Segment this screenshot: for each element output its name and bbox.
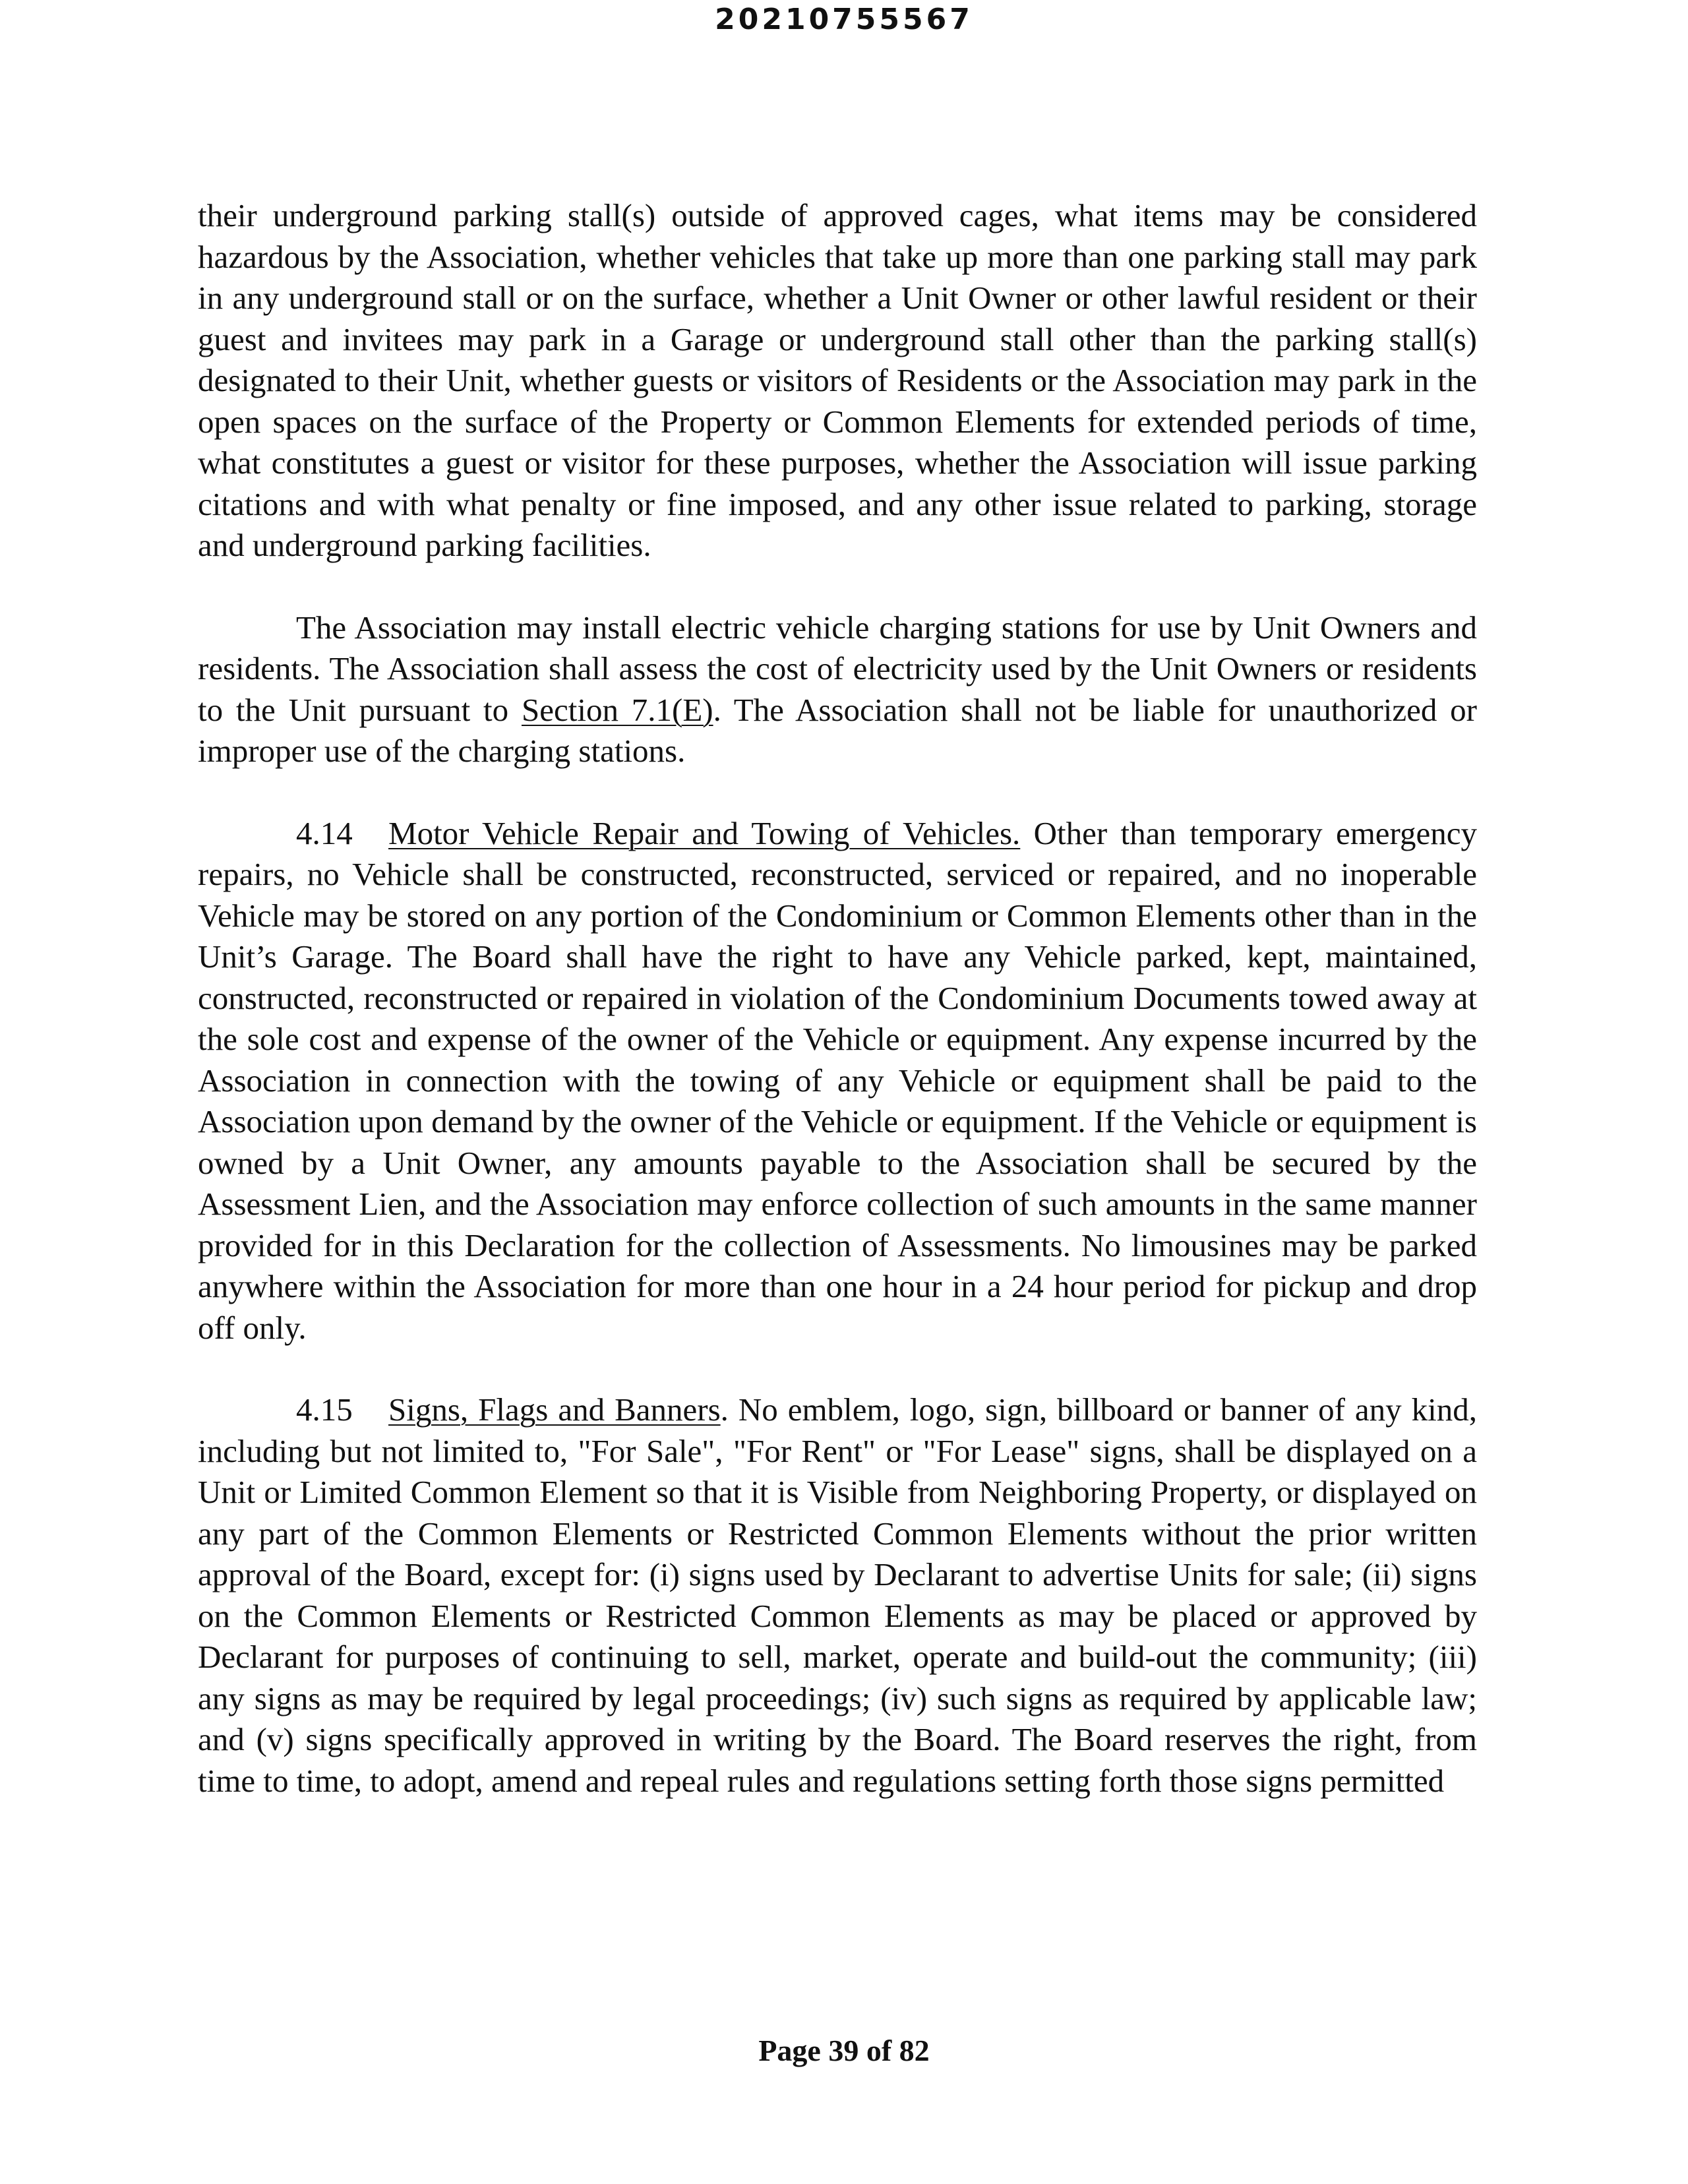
section-4-15 xyxy=(198,1389,1477,1802)
section-4-14 xyxy=(198,813,1477,1349)
paragraph-parking-continued: their underground parking stall(s) outside of approved cages, what items may be considered hazardous by the Association, whether vehicles that take up more than one parking stall may park in any underground stall or on the surface, whether a Unit Owner or other lawful resident or their guest and invitees may park in a Garage or underground stall other than the parking stall(s) designated to their Unit, whether guests or visitors of Residents or the Association may park in the open spaces on the surface of the Property or Common Elements for extended periods of time, what constitutes a guest or visitor for these purposes, whether the Association will issue parking citations and with what penalty or fine imposed, and any other issue related to parking, storage and underground parking facilities. xyxy=(198,197,1477,563)
document-body xyxy=(198,195,1477,1842)
section-title: Motor Vehicle Repair and Towing of Vehicles. xyxy=(388,814,1021,851)
charging-text-start: The Association may install electric vehicle charging stations for use by Unit Owners and residents. The Association shall assess the cost of electricity used by the Unit Owners or residents to the Unit pursuant to xyxy=(198,609,1477,728)
section-number: 4.15 xyxy=(296,1391,353,1428)
section-body: Other than temporary emergency repairs, no Vehicle shall be constructed, reconstructed, serviced or repaired, and no inoperable Vehicle may be stored on any portion of the Condominium or Common Elements other than in the Unit’s Garage. The Board shall have the right to have any Vehicle parked, kept, maintained, constructed, reconstructed or repaired in violation of the Condominium Documents towed away at the sole cost and expense of the owner of the Vehicle or equipment. Any expense incurred by the Association in connection with the towing of any Vehicle or equipment shall be paid to the Association upon demand by the owner of the Vehicle or equipment. If the Vehicle or equipment is owned by a Unit Owner, any amounts payable to the Association shall be secured by the Assessment Lien, and the Association may enforce collection of such amounts in the same manner provided for in this Declaration for the collection of Assessments. No limousines may be parked anywhere within the Association for more than one hour in a 24 hour period for pickup and drop off only. xyxy=(198,814,1477,1346)
charging-text-end: . The Association shall not be liable for unauthorized or improper use of the charging stations. xyxy=(198,691,1477,769)
paragraph-charging-stations xyxy=(198,607,1477,772)
section-title: Signs, Flags and Banners xyxy=(388,1391,721,1428)
section-reference-link: Section 7.1(E) xyxy=(521,691,713,728)
section-body: . No emblem, logo, sign, billboard or banner of any kind, including but not limited to, "For Sale", "For Rent" or "For Lease" signs, shall be displayed on a Unit or Limited Common Element so that it is Visible from Neighboring Property, or displayed on any part of the Common Elements or Restricted Common Elements without the prior written approval of the Board, except for: (i) signs used by Declarant to advertise Units for sale; (ii) signs on the Common Elements or Restricted Common Elements as may be placed or approved by Declarant for purposes of continuing to sell, market, operate and build-out the community; (iii) any signs as may be required by legal proceedings; (iv) such signs as required by applicable law; and (v) signs specifically approved in writing by the Board. The Board reserves the right, from time to time, to adopt, amend and repeal rules and regulations setting forth those signs permitted xyxy=(198,1391,1477,1799)
section-number: 4.14 xyxy=(296,814,353,851)
document-number: 20210755567 xyxy=(715,3,973,36)
page-number: Page 39 of 82 xyxy=(758,2034,930,2067)
